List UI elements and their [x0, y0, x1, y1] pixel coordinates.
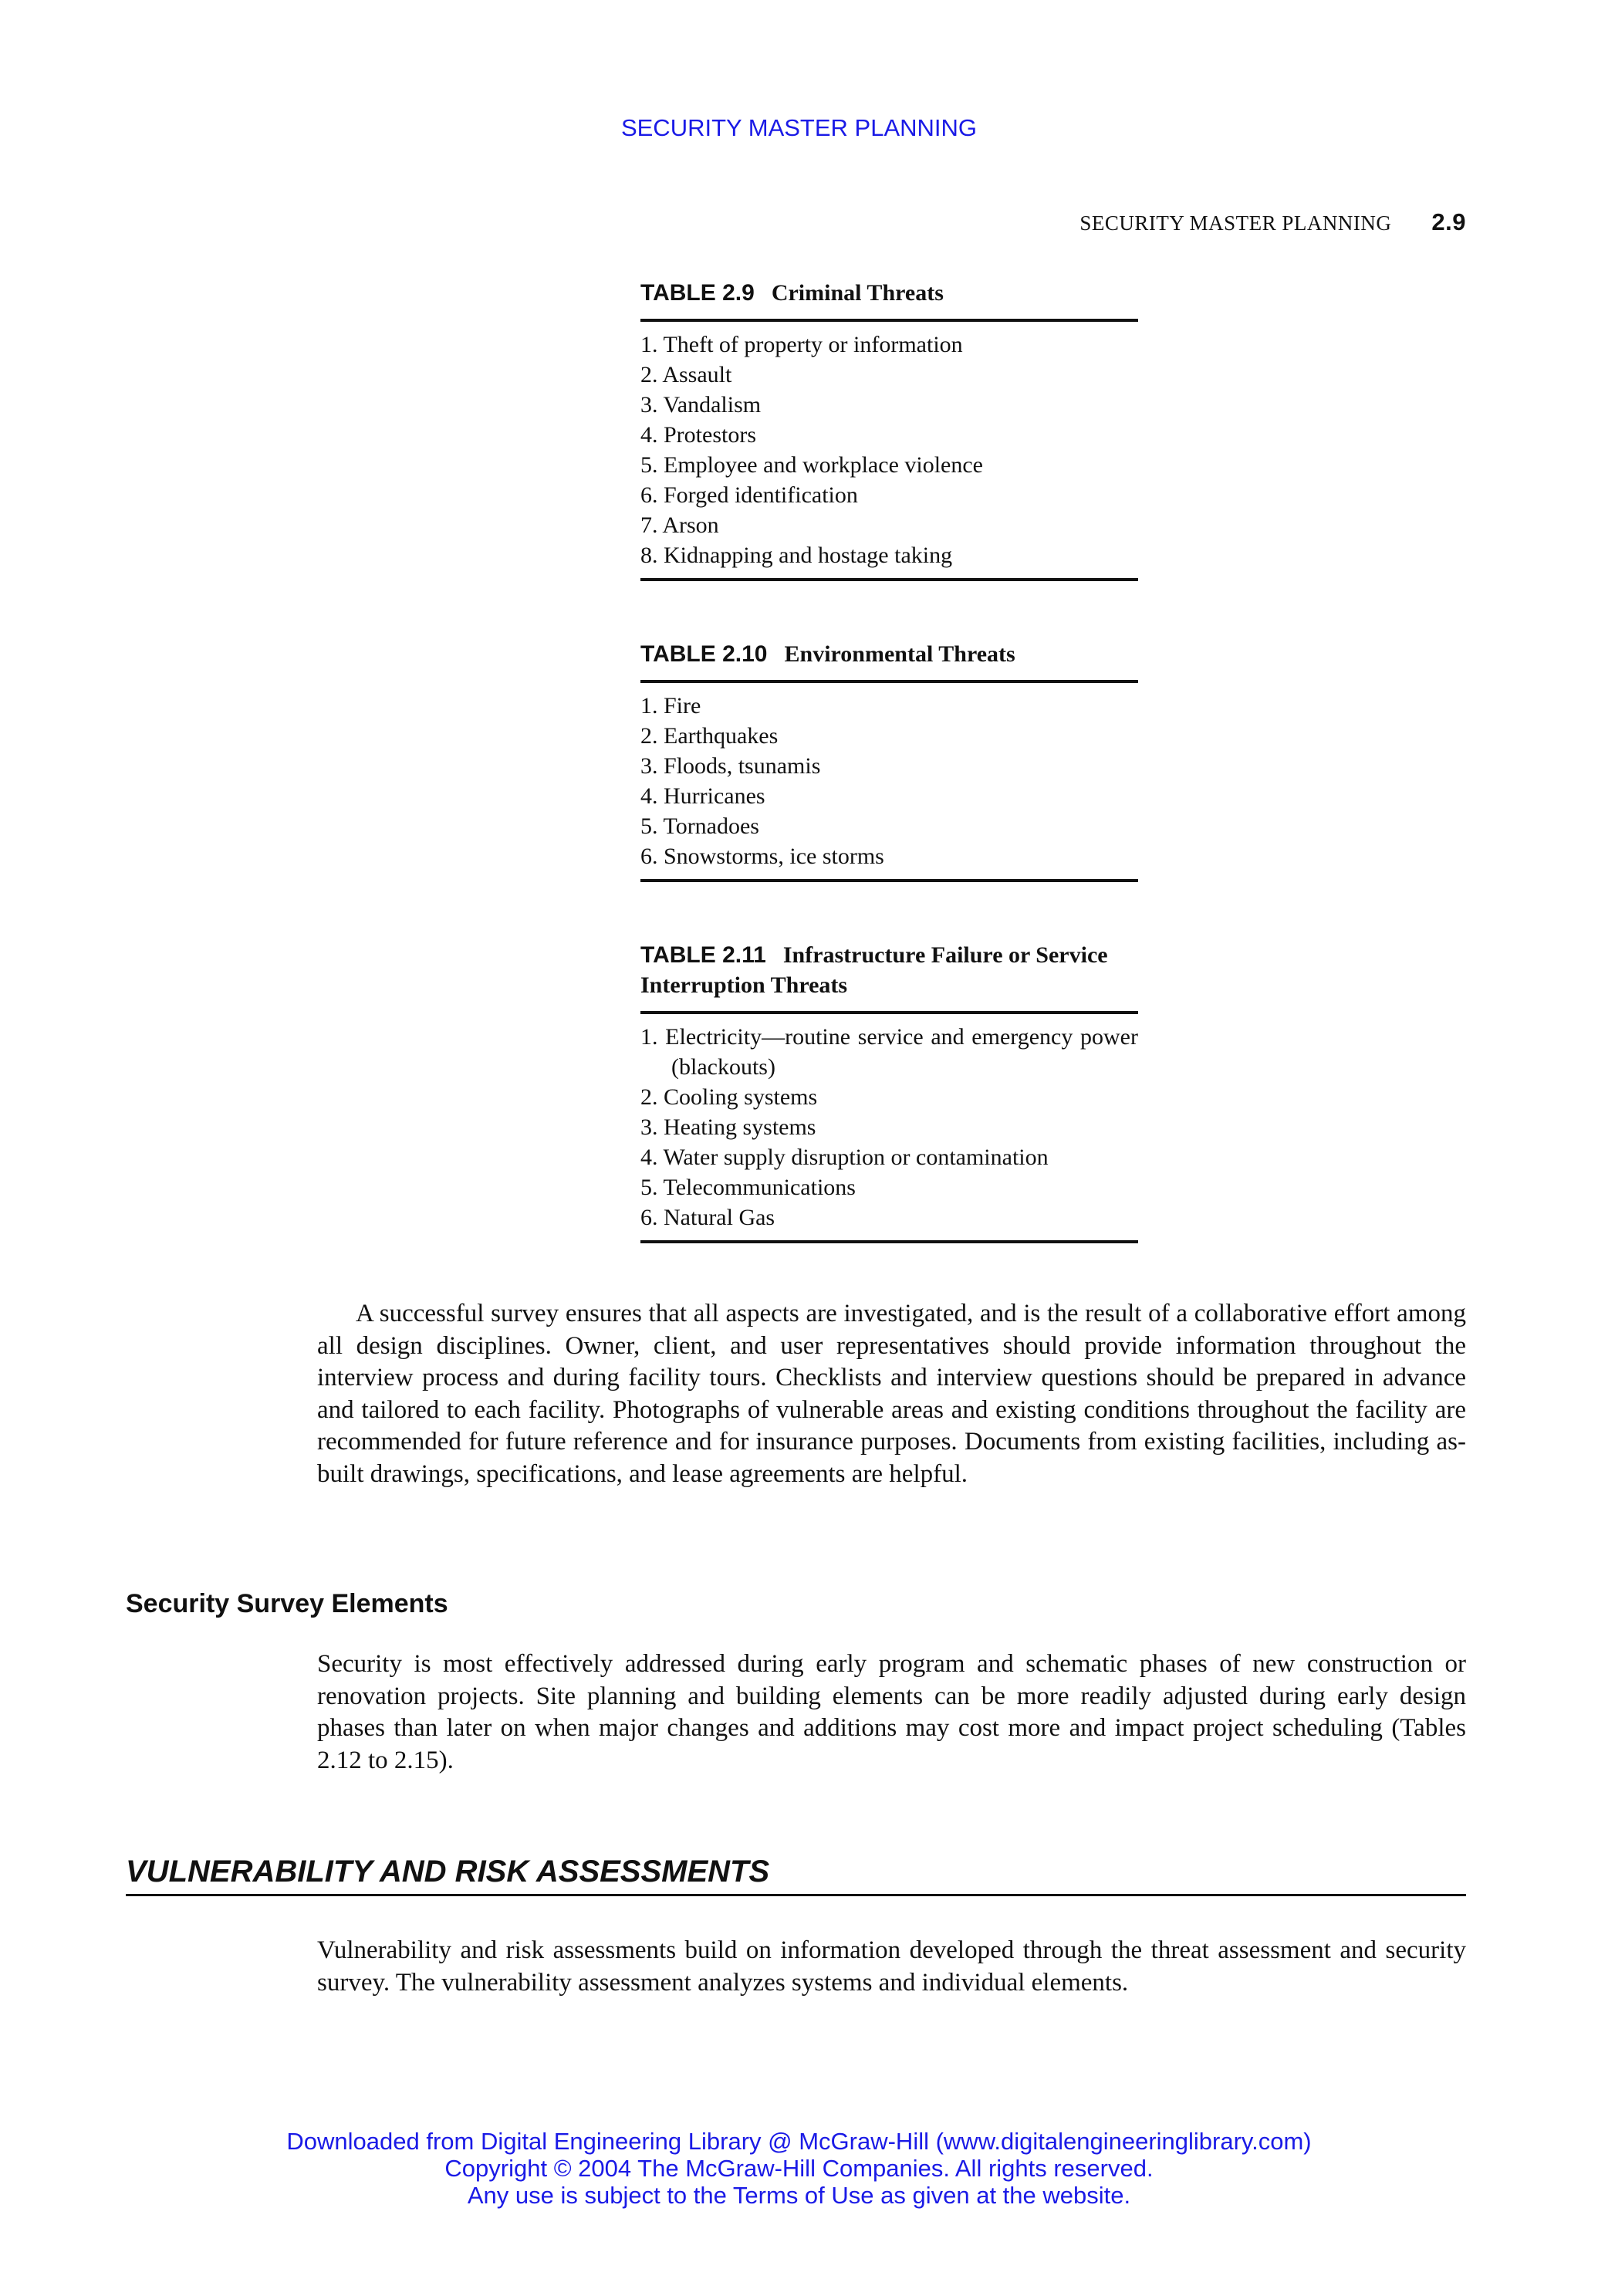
- footer-terms-line: Any use is subject to the Terms of Use as given at the website.: [467, 2182, 1131, 2209]
- list-item: 1. Theft of property or information: [640, 332, 963, 357]
- table-list: [640, 1011, 1138, 1243]
- list-item: 5. Telecommunications: [640, 1175, 856, 1200]
- list-item: 3. Floods, tsunamis: [640, 753, 821, 779]
- list-item: 5. Employee and workplace violence: [640, 452, 983, 478]
- table-caption: [640, 278, 1138, 308]
- list-item: 6. Snowstorms, ice storms: [640, 844, 884, 869]
- list-item: 5. Tornadoes: [640, 813, 759, 839]
- body-paragraph-vulnerability: Vulnerability and risk assessments build on information developed through the threat assessment and security survey. The vulnerability assessment analyzes systems and individual elements.: [317, 1936, 1466, 1997]
- footer-copyright-line: Copyright © 2004 The McGraw-Hill Companies. All rights reserved.: [444, 2155, 1154, 2182]
- list-item: 3. Vandalism: [640, 392, 762, 418]
- table-number: TABLE 2.10: [640, 641, 768, 667]
- list-item: 6. Natural Gas: [640, 1205, 775, 1230]
- table-title: Environmental Threats: [784, 641, 1015, 667]
- download-footer: [0, 2128, 1598, 2209]
- body-paragraph-survey: A successful survey ensures that all aspects are investigated, and is the result of a collaborative effort among all design disciplines. Owner, client, and user representatives should provide information throughout the interview process and during facility tours. Checklists and interview questions should be prepared in advance and tailored to each facility. Photographs of vulnerable areas and existing conditions throughout the facility are recommended for future reference and for insurance purposes. Documents from existing facilities, including as-built drawings, specifications, and lease agreements are helpful.: [317, 1300, 1466, 1488]
- table-list: [640, 680, 1138, 882]
- list-item: 4. Water supply disruption or contamination: [640, 1145, 1049, 1170]
- table-environmental-threats: [640, 639, 1138, 882]
- body-paragraph-security-elements: Security is most effectively addressed during early program and schematic phases of new construction or renovation projects. Site planning and building elements can be more readily adjusted during early design phases than later on when major changes and additions may cost more and impact project scheduling (Tables 2.12 to 2.15).: [317, 1650, 1466, 1774]
- footer-download-line: Downloaded from Digital Engineering Library @ McGraw-Hill (www.digitalengineeringlibrary.com): [286, 2128, 1312, 2155]
- list-item: 7. Arson: [640, 512, 719, 538]
- list-item: 4. Hurricanes: [640, 783, 765, 809]
- table-caption: [640, 639, 1138, 669]
- list-item: 2. Earthquakes: [640, 723, 779, 749]
- subheading-security-survey-elements: Security Survey Elements: [126, 1589, 448, 1618]
- running-head: [1079, 208, 1466, 236]
- top-banner: SECURITY MASTER PLANNING: [620, 114, 978, 141]
- section-heading-vulnerability: VULNERABILITY AND RISK ASSESSMENTS: [126, 1855, 1466, 1896]
- list-item: 1. Electricity—routine service and emergency power (blackouts): [640, 1024, 1138, 1080]
- table-infrastructure-threats: [640, 940, 1138, 1243]
- list-item: 8. Kidnapping and hostage taking: [640, 543, 953, 568]
- list-item: 1. Fire: [640, 693, 701, 719]
- list-item: 2. Assault: [640, 362, 732, 387]
- table-title: Infrastructure Failure or Service Interruption Threats: [640, 942, 1108, 998]
- list-item: 3. Heating systems: [640, 1114, 816, 1140]
- list-item: 4. Protestors: [640, 422, 756, 448]
- running-head-title: SECURITY MASTER PLANNING: [1079, 211, 1392, 235]
- table-title: Criminal Threats: [771, 280, 944, 306]
- table-number: TABLE 2.9: [640, 280, 755, 306]
- page-number: 2.9: [1431, 208, 1466, 235]
- table-number: TABLE 2.11: [640, 942, 766, 968]
- table-criminal-threats: [640, 278, 1138, 581]
- list-item: 6. Forged identification: [640, 482, 858, 508]
- list-item: 2. Cooling systems: [640, 1084, 818, 1110]
- table-list: [640, 319, 1138, 581]
- table-caption: [640, 940, 1138, 1000]
